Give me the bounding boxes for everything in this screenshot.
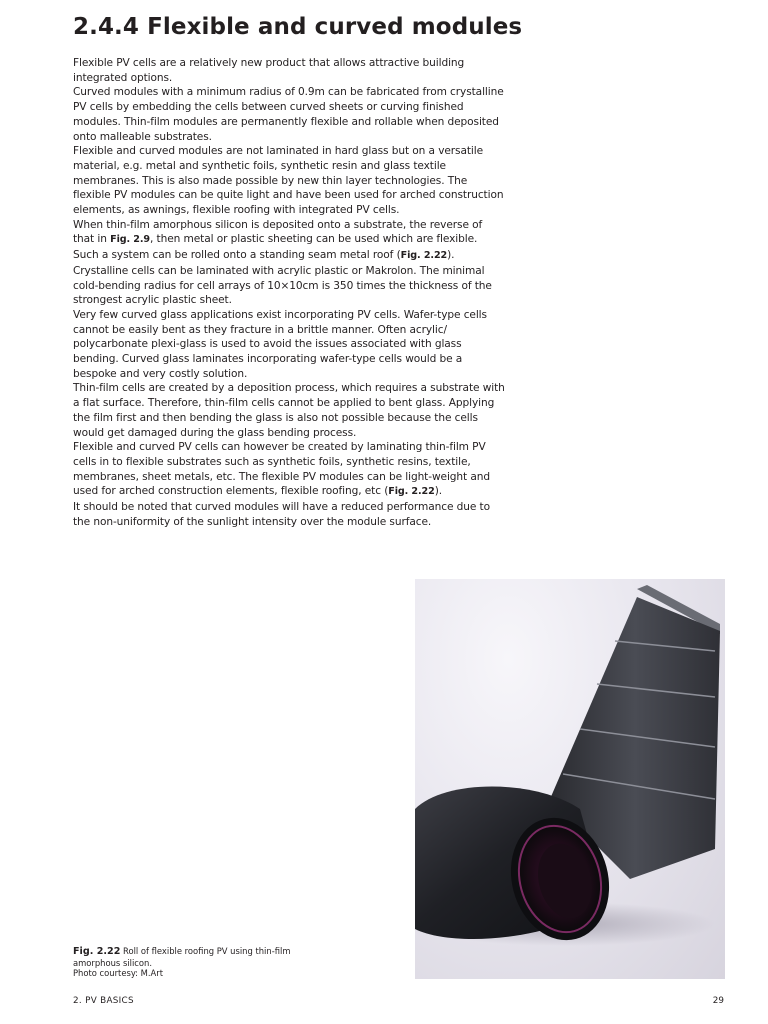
- flexible-pv-roll-illustration: [415, 579, 725, 979]
- figure-label: Fig. 2.22: [73, 946, 121, 957]
- paragraph: Flexible PV cells are a relatively new product that allows attractive building integrated options.: [73, 57, 465, 84]
- page-number: 29: [712, 996, 724, 1006]
- figure-caption: [73, 946, 303, 979]
- paragraph: Crystalline cells can be laminated with acrylic plastic or Makrolon. The minimal cold-bending radius for cell arrays of 10×10cm is 350 times the thickness of the strongest acrylic plastic sheet.: [73, 264, 492, 307]
- section-heading: 2.4.4 Flexible and curved modules: [73, 14, 523, 40]
- figure-reference[interactable]: Fig. 2.9: [110, 234, 150, 246]
- caption-text: Roll of flexible roofing PV using thin-film amorphous silicon.: [73, 946, 291, 968]
- running-footer-section: 2. PV BASICS: [73, 996, 134, 1006]
- paragraph: Very few curved glass applications exist incorporating PV cells. Wafer-type cells cannot be easily bent as they fracture in a brittle manner. Often acrylic/ polycarbonate plexi-glass is used to avoid the issues associated with glass bending. Curved glass laminates incorporating wafer-type cells would be a bespoke and very costly solution.: [73, 308, 487, 380]
- paragraph: Thin-film cells are created by a deposition process, which requires a substrate with a flat surface. Therefore, thin-film cells cannot be applied to bent glass. Applying the film first and then bending the glass is also not possible because the cells would get damaged during the glass bending process.: [73, 382, 505, 439]
- figure-reference[interactable]: Fig. 2.22: [400, 250, 448, 262]
- figure-photo-flexible-pv-roll: [415, 579, 725, 979]
- paragraph: It should be noted that curved modules will have a reduced performance due to the non-uniformity of the sunlight intensity over the module surface.: [73, 501, 490, 528]
- paragraph: Flexible and curved PV cells can however be created by laminating thin-film PV cells in to flexible substrates such as synthetic foils, synthetic resins, textile, membranes, sheet metals, etc. The flexible PV modules can be light-weight and used for arched construction elements, flexible roofing, etc (Fig. 2.22).: [73, 441, 490, 498]
- photo-credit: Photo courtesy: M.Art: [73, 968, 164, 979]
- figure-reference[interactable]: Fig. 2.22: [388, 486, 435, 498]
- paragraph: Flexible and curved modules are not laminated in hard glass but on a versatile material, e.g. metal and synthetic foils, synthetic resin and glass textile membranes. This is also made possible by new thin layer technologies. The flexible PV modules can be quite light and have been used for arched construction elements, as awnings, flexible roofing with integrated PV cells.: [73, 145, 504, 217]
- paragraph: Curved modules with a minimum radius of 0.9m can be fabricated from crystalline PV cells by embedding the cells between curved sheets or curving finished modules. Thin-film modules are permanently flexible and rollable when deposited onto malleable substrates.: [73, 86, 504, 143]
- paragraph: When thin-film amorphous silicon is deposited onto a substrate, the reverse of that in Fig. 2.9, then metal or plastic sheeting can be used which are flexible. Such a system can be rolled onto a standing seam metal roof (Fig. 2.22).: [73, 218, 483, 262]
- body-text: [73, 56, 505, 530]
